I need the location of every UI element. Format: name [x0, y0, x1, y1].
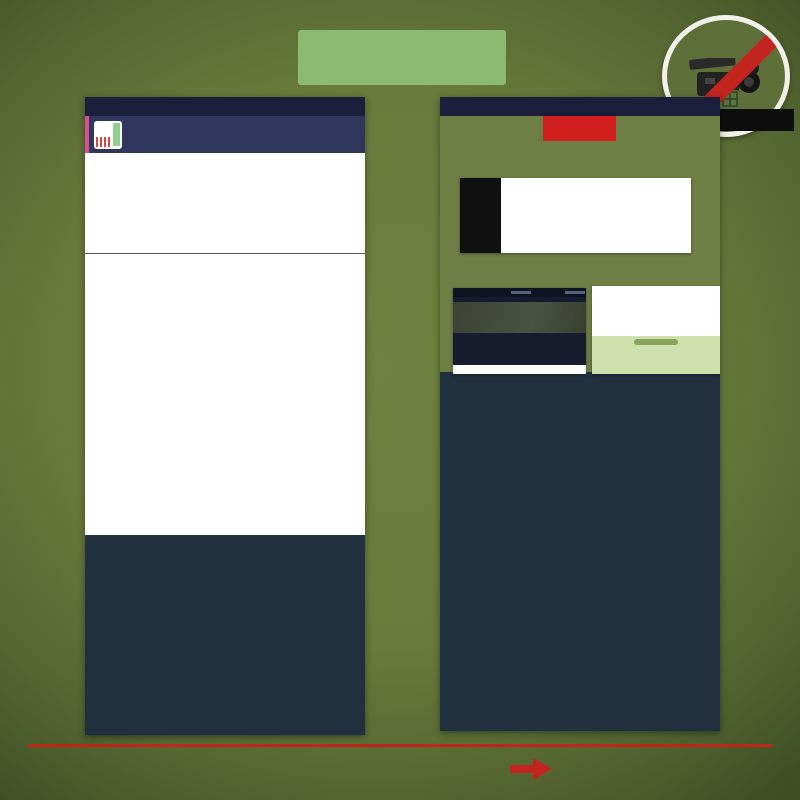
sheet-month-list	[85, 253, 365, 535]
lostarmour-panel	[85, 97, 365, 735]
lostarmour-channel-title	[85, 97, 365, 116]
unian-article	[501, 178, 691, 253]
date-pill	[634, 339, 678, 345]
quoted-message	[85, 116, 365, 153]
news-site-screenshot	[453, 288, 586, 374]
fake-badge	[543, 114, 616, 141]
chart-thumbnail	[94, 121, 122, 149]
telegram-green-post	[592, 336, 720, 374]
arrow-right-icon	[510, 757, 552, 785]
divider-line	[28, 744, 772, 747]
telegram-screenshot	[592, 286, 720, 374]
page-title	[298, 30, 506, 85]
news-photo	[453, 302, 586, 333]
spreadsheet-screenshot	[85, 153, 365, 535]
warfakes-channel-title	[440, 97, 720, 116]
thumb-red-bars	[96, 137, 112, 147]
sheet-top-table	[85, 153, 365, 254]
footer	[510, 749, 562, 785]
unian-sidebar	[460, 178, 501, 253]
fact-check-text	[440, 372, 720, 731]
map-results-caption	[85, 535, 365, 735]
news-site-navbar	[453, 288, 586, 297]
thumb-green-bar	[113, 123, 120, 146]
fake-evidence-media	[440, 116, 720, 372]
warfakes-panel	[440, 97, 720, 731]
unian-screenshot	[460, 178, 691, 253]
telegram-message	[592, 286, 720, 336]
